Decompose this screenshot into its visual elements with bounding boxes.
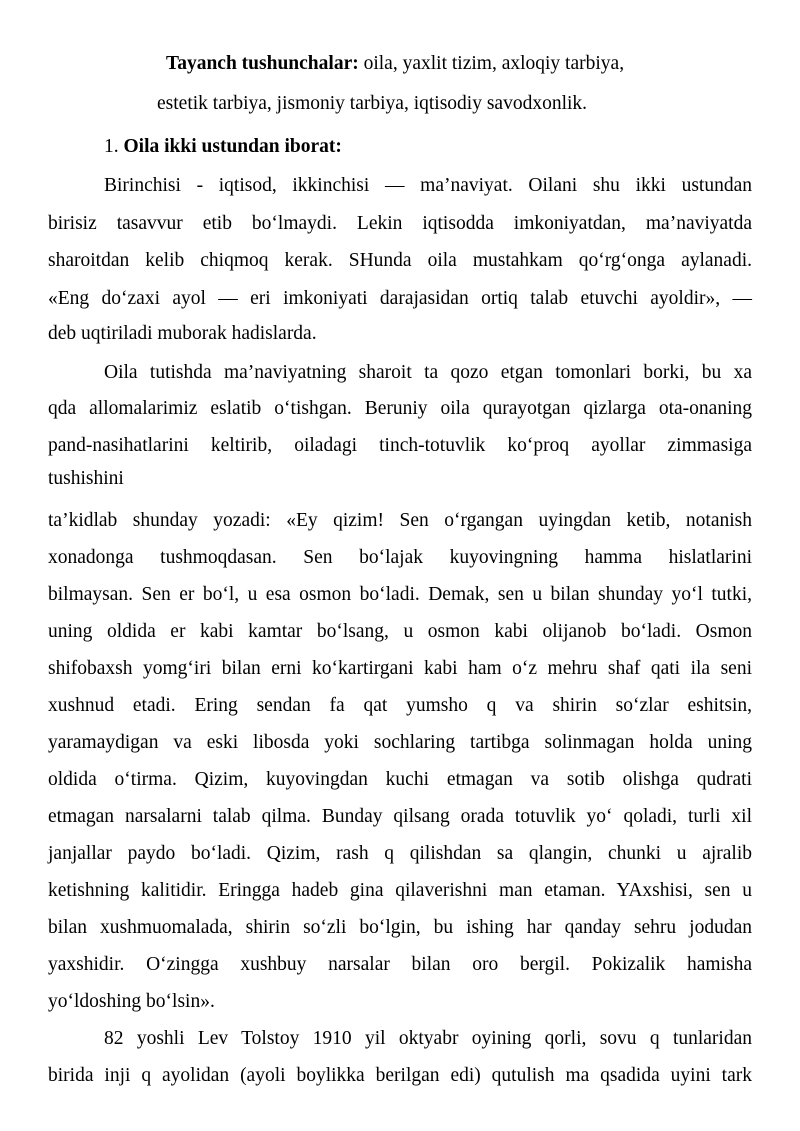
keywords-line-2: estetik tarbiya, jismoniy tarbiya, iqtisodiy savodxonlik.: [157, 93, 588, 114]
body-line: birisiz tasavvur etib bo‘lmaydi. Lekin iqtisodda imkoniyatdan, ma’naviyatda: [48, 213, 752, 234]
section-title: Oila ikki ustundan iborat:: [123, 136, 342, 157]
body-line: bilmaysan. Sen er bo‘l, u esa osmon bo‘ladi. Demak, sen u bilan shunday yo‘l tutki,: [48, 584, 752, 605]
body-line: xonadonga tushmoqdasan. Sen bo‘lajak kuyovingning hamma hislatlarini: [48, 547, 752, 568]
body-line: sharoitdan kelib chiqmoq kerak. SHunda oila mustahkam qo‘rg‘onga aylanadi.: [48, 250, 752, 271]
body-line: birida inji q ayolidan (ayoli boylikka berilgan edi) qutulish ma qsadida uyini tark: [48, 1065, 752, 1086]
body-line: xushnud etadi. Ering sendan fa qat yumsho q va shirin so‘zlar eshitsin,: [48, 695, 752, 716]
body-line: shifobaxsh yomg‘iri bilan erni ko‘kartirgani kabi ham o‘z mehru shaf qati ila seni: [48, 658, 752, 679]
body-line: 82 yoshli Lev Tolstoy 1910 yil oktyabr oyining qorli, sovu q tunlaridan: [104, 1028, 752, 1049]
body-line: yaramaydigan va eski libosda yoki sochlaring tartibga solinmagan holda uning: [48, 732, 752, 753]
section-heading: [104, 135, 342, 159]
section-number: 1.: [104, 136, 124, 157]
keywords-line-1: [166, 52, 624, 76]
body-line: Birinchisi - iqtisod, ikkinchisi — ma’naviyat. Oilani shu ikki ustundan: [104, 175, 752, 196]
body-line: Oila tutishda ma’naviyatning sharoit ta qozo etgan tomonlari borki, bu xa: [104, 362, 752, 383]
keywords-label: Tayanch tushunchalar:: [166, 53, 359, 74]
body-line: ketishning kalitidir. Eringga hadeb gina qilaverishni man etaman. YAxshisi, sen u: [48, 880, 752, 901]
body-line: «Eng do‘zaxi ayol — eri imkoniyati darajasidan ortiq talab etuvchi ayoldir», —: [48, 288, 752, 309]
body-line: oldida o‘tirma. Qizim, kuyovingdan kuchi etmagan va sotib olishga qudrati: [48, 769, 752, 790]
body-line: ta’kidlab shunday yozadi: «Ey qizim! Sen o‘rgangan uyingdan ketib, notanish: [48, 510, 752, 531]
body-line: bilan xushmuomalada, shirin so‘zli bo‘lgin, bu ishing har qanday sehru jodudan: [48, 917, 752, 938]
body-line: pand-nasihatlarini keltirib, oiladagi tinch-totuvlik ko‘proq ayollar zimmasiga: [48, 435, 752, 456]
body-line: yaxshidir. O‘zingga xushbuy narsalar bilan oro bergil. Pokizalik hamisha: [48, 954, 752, 975]
body-line: tushishini: [48, 468, 124, 489]
body-line: deb uqtiriladi muborak hadislarda.: [48, 323, 317, 344]
body-line: janjallar paydo bo‘ladi. Qizim, rash q qilishdan sa qlangin, chunki u ajralib: [48, 843, 752, 864]
body-line: yo‘ldoshing bo‘lsin».: [48, 991, 215, 1012]
keywords-text: oila, yaxlit tizim, axloqiy tarbiya,: [358, 53, 625, 74]
body-line: uning oldida er kabi kamtar bo‘lsang, u osmon kabi olijanob bo‘ladi. Osmon: [48, 621, 752, 642]
body-line: qda allomalarimiz eslatib o‘tishgan. Beruniy oila qurayotgan qizlarga ota-onaning: [48, 398, 752, 419]
body-line: etmagan narsalarni talab qilma. Bunday qilsang orada totuvlik yo‘ qoladi, turli xil: [48, 806, 752, 827]
